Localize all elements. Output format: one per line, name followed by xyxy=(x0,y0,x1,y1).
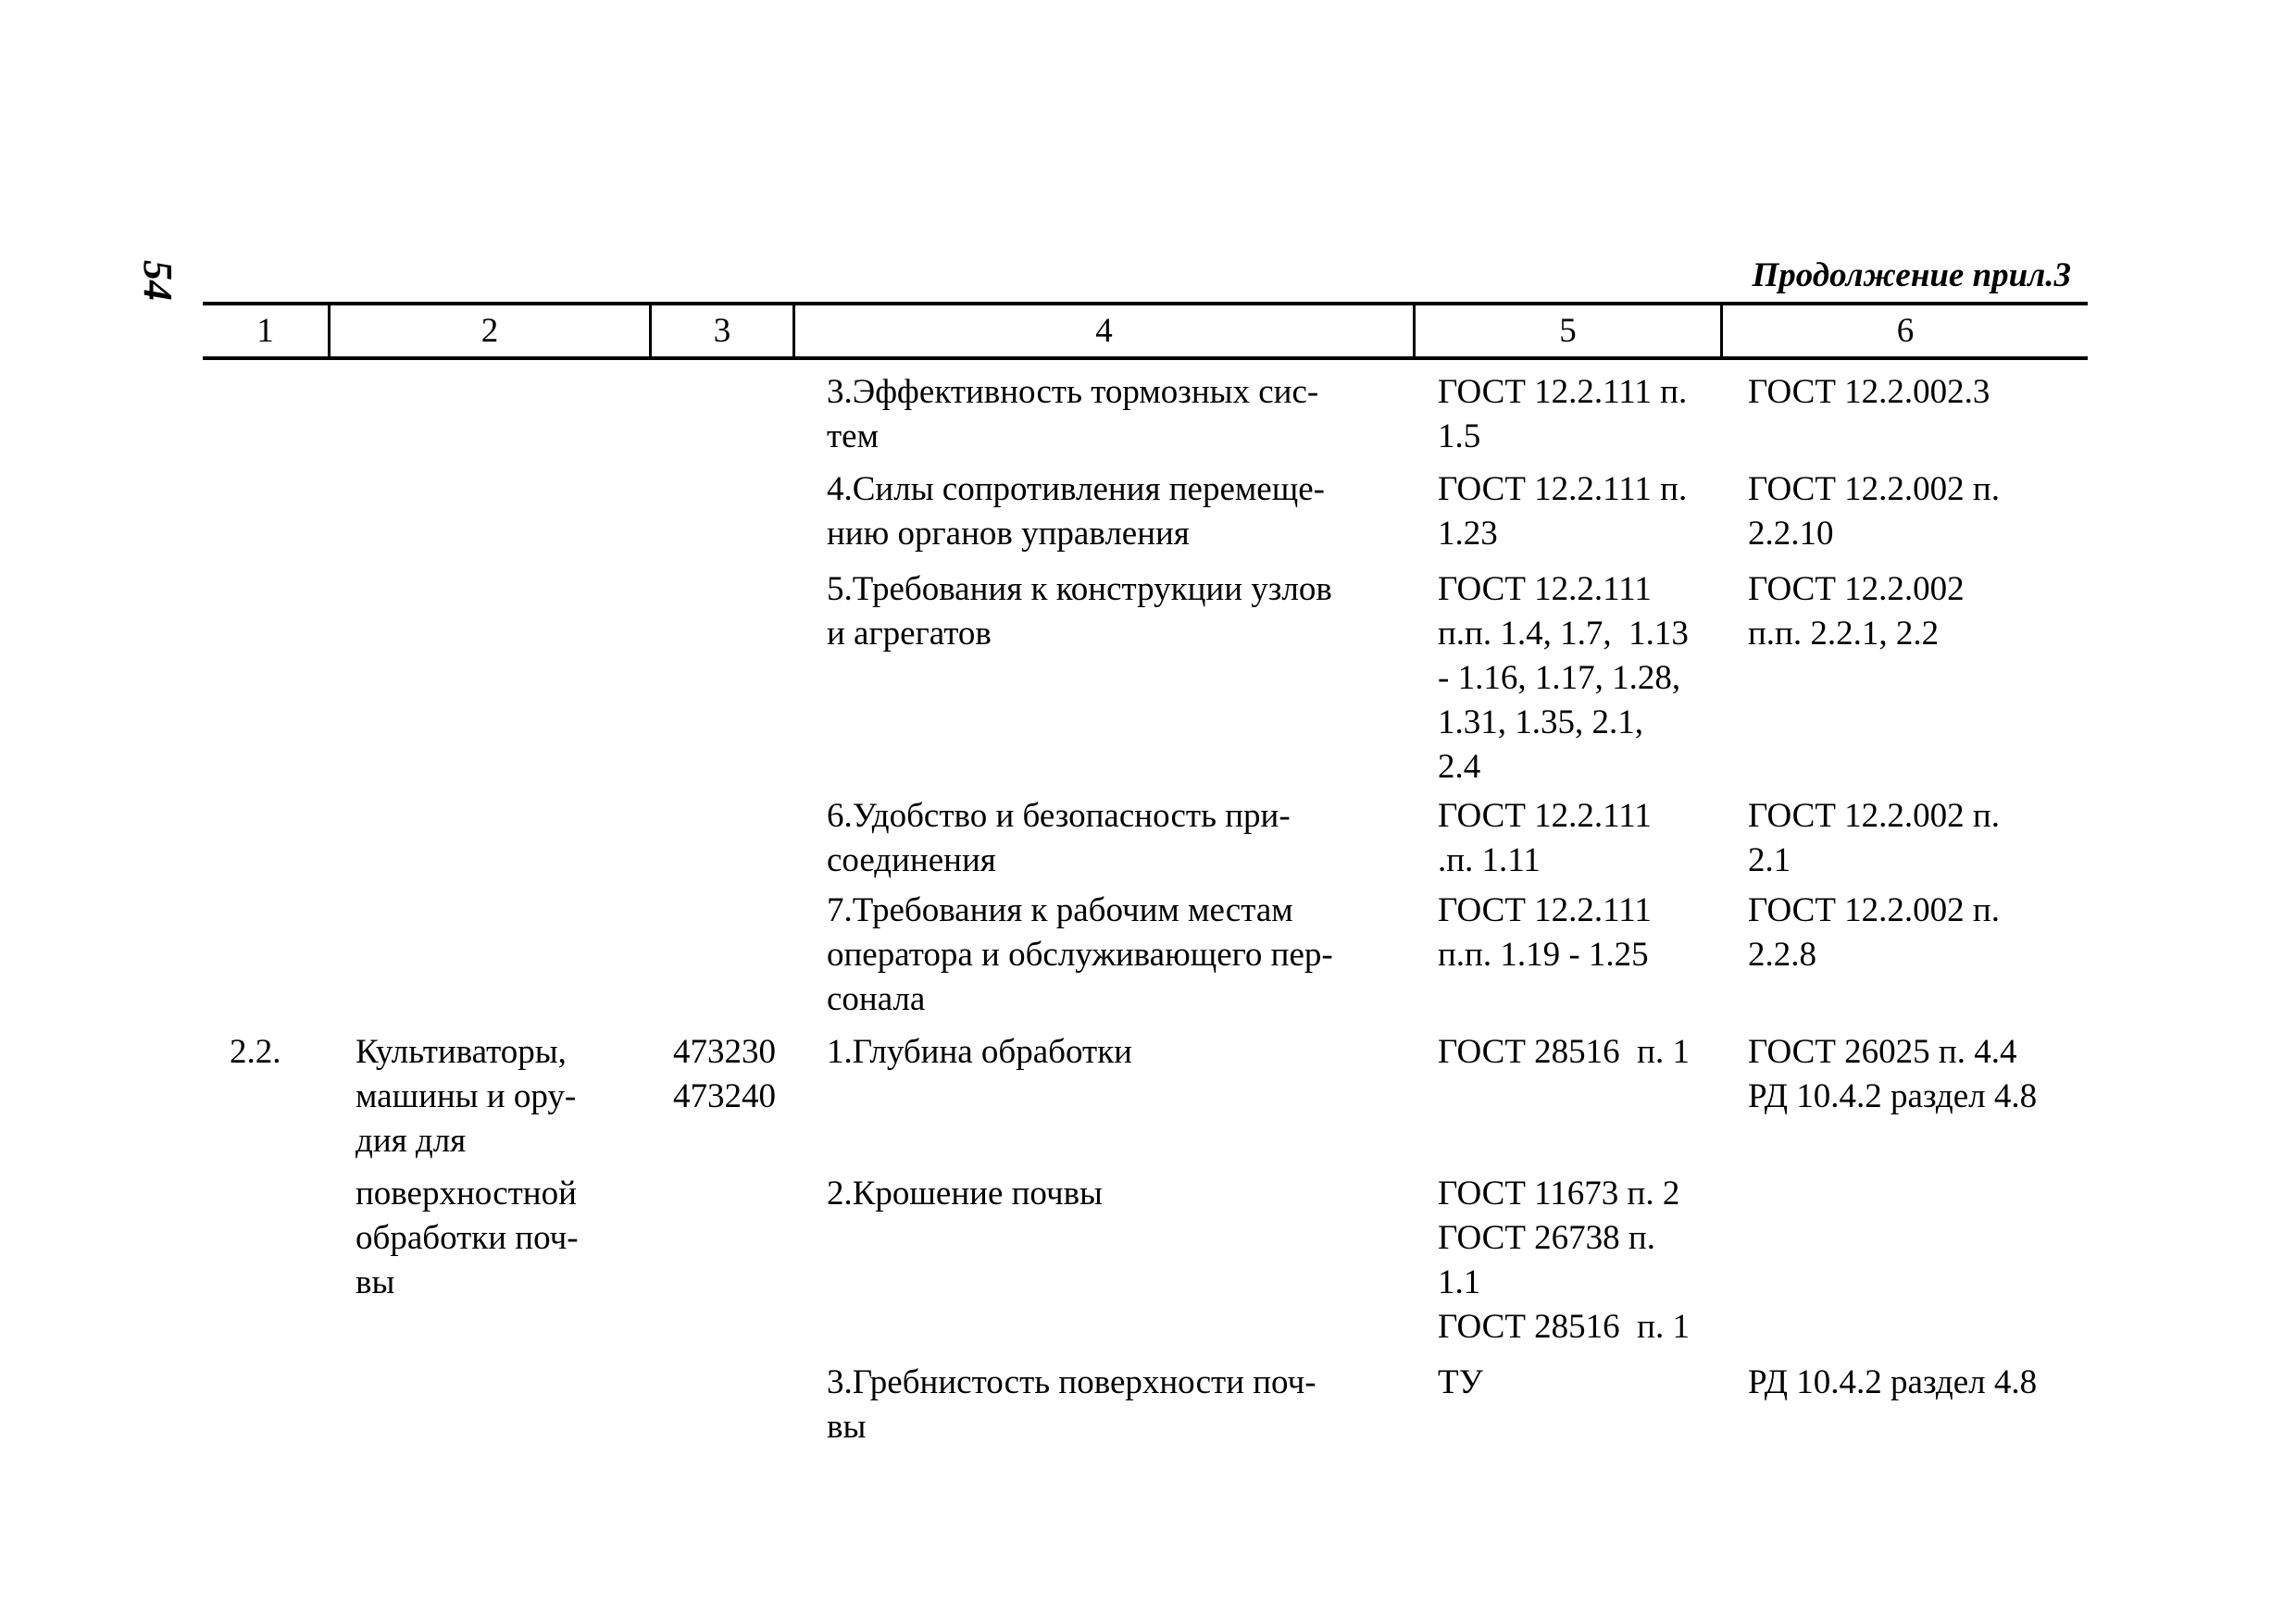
cell-line: РД 10.4.2 раздел 4.8 xyxy=(1748,1077,2038,1115)
cell-line: дия для xyxy=(356,1122,467,1160)
cell-line: РД 10.4.2 раздел 4.8 xyxy=(1748,1363,2038,1401)
cell-line: Культиваторы, xyxy=(356,1033,567,1071)
cell-line: 473230 xyxy=(673,1033,776,1071)
cell-line: нию органов управления xyxy=(827,515,1190,553)
table-cell-r5-c2 xyxy=(356,1030,576,1163)
cell-line: 2.4 xyxy=(1438,748,1481,786)
cell-line: ГОСТ 12.2.111 п. xyxy=(1438,373,1688,411)
table-cell-r6-c2 xyxy=(356,1172,579,1305)
table-cell-r7-c5 xyxy=(1438,1361,1483,1405)
cell-line: обработки поч- xyxy=(356,1219,579,1257)
cell-line: ГОСТ 12.2.002 п. xyxy=(1748,470,2000,508)
table-cell-r1-c5 xyxy=(1438,467,1687,556)
cell-line: 4.Силы сопротивления перемеще- xyxy=(827,470,1325,508)
table-cell-r0-c4 xyxy=(827,370,1318,459)
table-cell-r7-c4 xyxy=(827,1361,1316,1449)
table-cell-r1-c6 xyxy=(1748,467,2000,556)
cell-line: ГОСТ 12.2.002.3 xyxy=(1748,373,1990,411)
table-cell-r2-c4 xyxy=(827,567,1332,656)
cell-line: сонала xyxy=(827,980,926,1018)
table-cell-r5-c6 xyxy=(1748,1030,2037,1119)
cell-line: вы xyxy=(827,1408,867,1446)
cell-line: ГОСТ 12.2.002 xyxy=(1748,570,1965,608)
cell-line: 3.Эффективность тормозных сис- xyxy=(827,373,1319,411)
cell-line: ГОСТ 26738 п. xyxy=(1438,1219,1655,1257)
column-header-5: 5 xyxy=(1559,312,1577,350)
cell-line: ГОСТ 28516 п. 1 xyxy=(1438,1308,1690,1346)
page-number: 54 xyxy=(135,260,181,301)
cell-line: 6.Удобство и безопасность при- xyxy=(827,797,1291,835)
column-header-1: 1 xyxy=(256,312,274,350)
cell-line: соединения xyxy=(827,841,996,879)
cell-line: ТУ xyxy=(1438,1363,1483,1401)
cell-line: 1.5 xyxy=(1438,417,1481,455)
table-cell-r2-c6 xyxy=(1748,567,1965,656)
cell-line: 2.2.10 xyxy=(1748,515,1834,553)
cell-line: ГОСТ 12.2.002 п. xyxy=(1748,891,2000,929)
column-header-6: 6 xyxy=(1896,312,1915,350)
cell-line: ГОСТ 26025 п. 4.4 xyxy=(1748,1033,2017,1071)
continuation-label: Продолжение прил.3 xyxy=(1752,256,2071,294)
table-cell-r6-c4 xyxy=(827,1172,1103,1216)
table-cell-r5-c1 xyxy=(230,1030,281,1075)
cell-line: - 1.16, 1.17, 1.28, xyxy=(1438,659,1681,697)
column-header-2: 2 xyxy=(480,312,499,350)
column-header-3: 3 xyxy=(713,312,731,350)
table-header-bottom-rule xyxy=(203,356,2088,360)
cell-line: ГОСТ 11673 п. 2 xyxy=(1438,1175,1680,1213)
table-cell-r1-c4 xyxy=(827,467,1325,556)
table-cell-r4-c6 xyxy=(1748,889,2000,977)
table-cell-r6-c5 xyxy=(1438,1172,1690,1350)
cell-line: п.п. 1.19 - 1.25 xyxy=(1438,936,1649,974)
table-cell-r0-c5 xyxy=(1438,370,1687,459)
table-cell-r3-c6 xyxy=(1748,794,2000,883)
table-cell-r5-c4 xyxy=(827,1030,1132,1075)
table-cell-r7-c6 xyxy=(1748,1361,2037,1405)
table-cell-r0-c6 xyxy=(1748,370,1990,415)
table-cell-r3-c4 xyxy=(827,794,1291,883)
table-cell-r4-c4 xyxy=(827,889,1333,1022)
cell-line: п.п. 2.2.1, 2.2 xyxy=(1748,615,1940,653)
table-cell-r5-c5 xyxy=(1438,1030,1690,1075)
cell-line: 2.Крошение почвы xyxy=(827,1175,1103,1213)
cell-line: вы xyxy=(356,1263,395,1301)
cell-line: 1.1 xyxy=(1438,1263,1481,1301)
table-top-rule xyxy=(203,302,2088,305)
cell-line: 1.23 xyxy=(1438,515,1498,553)
cell-line: ГОСТ 12.2.111 xyxy=(1438,891,1652,929)
cell-line: .п. 1.11 xyxy=(1438,841,1541,879)
table-cell-r4-c5 xyxy=(1438,889,1652,977)
cell-line: 1.Глубина обработки xyxy=(827,1033,1132,1071)
cell-line: поверхностной xyxy=(356,1175,577,1213)
cell-line: ГОСТ 12.2.111 xyxy=(1438,797,1652,835)
cell-line: 2.2. xyxy=(230,1033,281,1071)
table-cell-r5-c3 xyxy=(673,1030,776,1119)
cell-line: ГОСТ 12.2.111 п. xyxy=(1438,470,1688,508)
cell-line: 7.Требования к рабочим местам xyxy=(827,891,1293,929)
cell-line: ГОСТ 12.2.111 xyxy=(1438,570,1652,608)
cell-line: 5.Требования к конструкции узлов xyxy=(827,570,1332,608)
cell-line: 3.Гребнистость поверхности поч- xyxy=(827,1363,1316,1401)
cell-line: 2.1 xyxy=(1748,841,1791,879)
cell-line: 473240 xyxy=(673,1077,776,1115)
cell-line: 2.2.8 xyxy=(1748,936,1816,974)
cell-line: п.п. 1.4, 1.7, 1.13 xyxy=(1438,615,1689,653)
column-header-4: 4 xyxy=(1095,312,1113,350)
cell-line: 1.31, 1.35, 2.1, xyxy=(1438,703,1643,741)
cell-line: и агрегатов xyxy=(827,615,992,653)
cell-line: оператора и обслуживающего пер- xyxy=(827,936,1333,974)
cell-line: машины и ору- xyxy=(356,1077,577,1115)
cell-line: ГОСТ 28516 п. 1 xyxy=(1438,1033,1690,1071)
table-cell-r2-c5 xyxy=(1438,567,1689,790)
table-cell-r3-c5 xyxy=(1438,794,1652,883)
cell-line: ГОСТ 12.2.002 п. xyxy=(1748,797,2000,835)
cell-line: тем xyxy=(827,417,880,455)
